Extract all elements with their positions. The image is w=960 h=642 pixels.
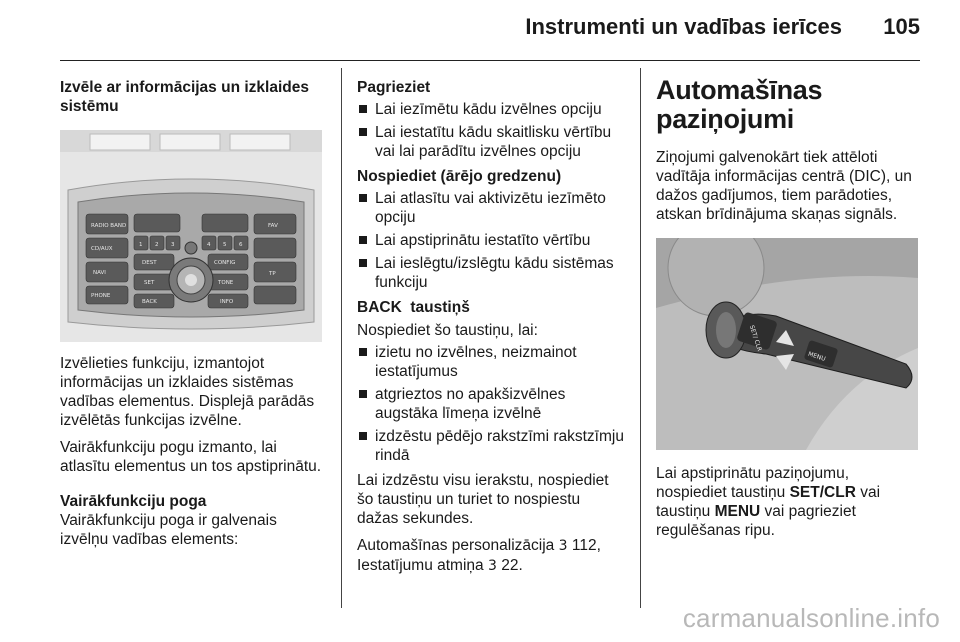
- button-label-tp: TP: [269, 271, 276, 277]
- column-divider-2: [640, 68, 641, 608]
- button-label-3: 3: [171, 242, 175, 248]
- paragraph-confirm-message: Lai apstiprinātu paziņojumu, nospiediet taustiņu SET/CLR vai taustiņu MENU vai pagrieziet regulēšanas ripu.: [656, 465, 881, 539]
- paragraph-messages-dic: Ziņojumi galvenokārt tiek attēloti vadītāja informācijas centrā (DIC), un dažos gadījumos, tiem parādoties, atskan brīdinājuma skaņas signāls.: [656, 149, 912, 223]
- button-label-4: 4: [207, 242, 211, 248]
- list-press: [357, 189, 625, 292]
- page-number: 105: [883, 14, 920, 39]
- section-heading-infotainment: Izvēle ar informācijas un izklaides sistēmu: [60, 79, 309, 115]
- button-label-radio: RADIO BAND: [91, 223, 127, 229]
- turn-signal-lever-figure: [656, 238, 918, 450]
- paragraph-select-function: Izvēlieties funkciju, izmantojot informācijas un izklaides sistēmas vadības elementus. Displejā parādās izvēlētās funkcijas izvēlne.: [60, 355, 315, 429]
- heading-press: Nospiediet (ārējo gredzenu): [357, 168, 562, 185]
- page-reference-icon: 3: [558, 538, 568, 554]
- infotainment-panel-figure: [60, 130, 322, 342]
- button-label-5: 5: [223, 242, 227, 248]
- column-3: [656, 76, 922, 548]
- sub-heading-multifunction-knob: Vairākfunkciju poga: [60, 493, 207, 510]
- button-label-cd-aux: CD/AUX: [91, 246, 113, 252]
- paragraph-cross-references: [357, 536, 625, 576]
- column-1: [60, 78, 328, 557]
- list-item: Lai iestatītu kādu skaitlisku vērtību vai lai parādītu izvēlnes opciju: [357, 123, 625, 161]
- heading-turn: Pagrieziet: [357, 79, 431, 96]
- button-label-fav: FAV: [268, 223, 278, 229]
- column-divider-1: [341, 68, 342, 608]
- lever-illustration: [656, 238, 918, 450]
- button-label-config: CONFIG: [214, 260, 236, 266]
- list-item: izdzēstu pēdējo rakstzīmi rakstzīmju rindā: [357, 427, 625, 465]
- watermark: carmanualsonline.info: [682, 603, 940, 633]
- list-item: Lai iezīmētu kādu izvēlnes opciju: [357, 100, 625, 119]
- list-item: atgrieztos no apakšizvēlnes augstāka līmeņa izvēlnē: [357, 385, 625, 423]
- page-header-title: Instrumenti un vadības ierīces: [525, 14, 842, 39]
- cross-reference-personalization[interactable]: Automašīnas personalizācija 3 112,: [357, 537, 601, 554]
- paragraph-delete-entry: Lai izdzēstu visu ierakstu, nospiediet šo taustiņu un turiet to nospiestu dažas sekundes.: [357, 472, 609, 527]
- paragraph-back-intro: Nospiediet šo taustiņu, lai:: [357, 322, 538, 339]
- button-label-2: 2: [155, 242, 159, 248]
- paragraph-multifunction-main: Vairākfunkciju poga ir galvenais izvēlņu vadības elements:: [60, 512, 277, 548]
- button-label-navi: NAVI: [93, 270, 106, 276]
- list-item: Lai apstiprinātu iestatīto vērtību: [357, 231, 625, 250]
- button-label-dest: DEST: [142, 260, 157, 266]
- list-back: [357, 343, 625, 465]
- cross-reference-settings-memory[interactable]: Iestatījumu atmiņa 3 22.: [357, 557, 523, 574]
- button-label-6: 6: [239, 242, 243, 248]
- key-name-menu: MENU: [714, 503, 761, 520]
- button-label-back: BACK: [142, 299, 157, 305]
- lever-label-set-clr: SET/ CLR: [747, 324, 763, 353]
- list-turn: [357, 100, 625, 161]
- section-heading-vehicle-messages: Automašīnas paziņojumi: [656, 75, 823, 134]
- lever-label-menu: MENU: [807, 350, 827, 363]
- column-2: [357, 78, 625, 576]
- page-reference-icon: 3: [487, 558, 497, 574]
- button-label-info: INFO: [220, 299, 234, 305]
- button-label-phone: PHONE: [91, 293, 111, 299]
- key-name-set-clr: SET/CLR: [789, 484, 856, 501]
- list-item: izietu no izvēlnes, neizmainot iestatījumus: [357, 343, 625, 381]
- infotainment-panel-illustration: [60, 130, 322, 342]
- list-item: Lai atlasītu vai aktivizētu iezīmēto opciju: [357, 189, 625, 227]
- button-label-tone: TONE: [218, 280, 234, 286]
- button-label-set: SET: [144, 280, 155, 286]
- button-label-1: 1: [139, 242, 143, 248]
- heading-back-key: BACK taustiņš: [357, 299, 470, 316]
- header-rule: [60, 60, 920, 61]
- paragraph-multifunction-usage: Vairākfunkciju pogu izmanto, lai atlasītu elementus un tos apstiprinātu.: [60, 439, 322, 475]
- list-item: Lai ieslēgtu/izslēgtu kādu sistēmas funkciju: [357, 254, 625, 292]
